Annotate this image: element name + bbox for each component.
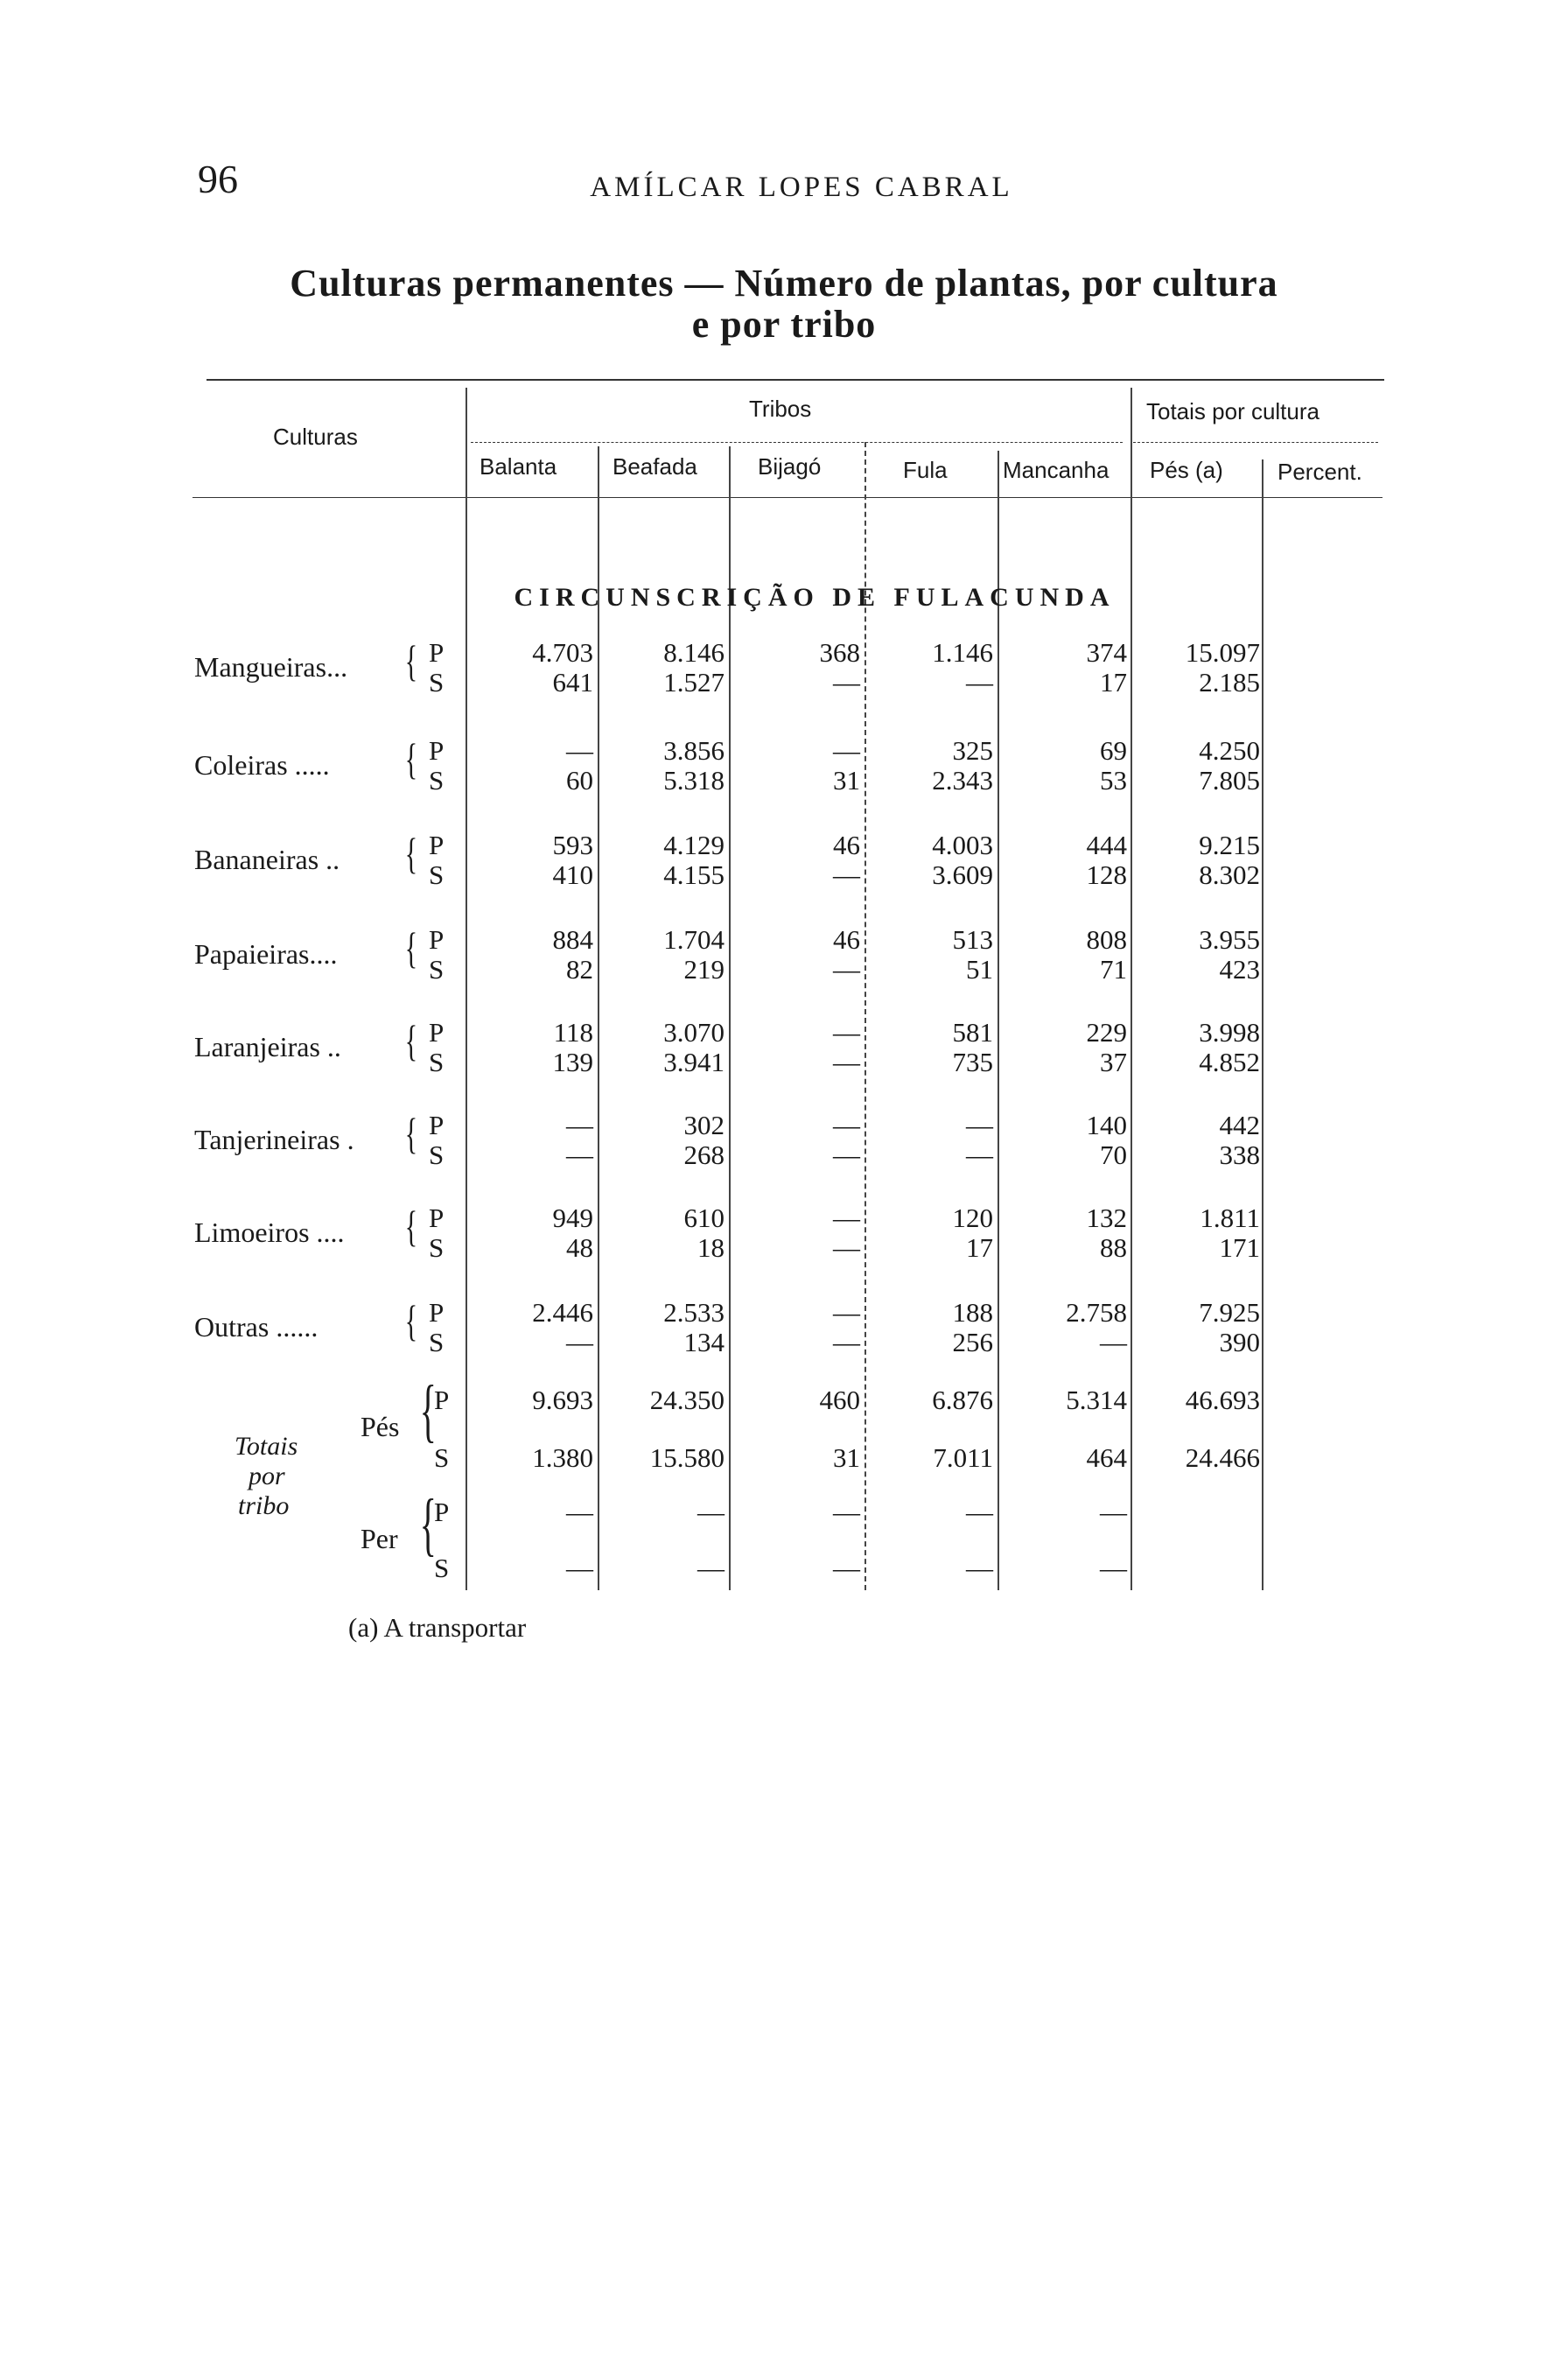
table-cell: 513 [952, 924, 993, 955]
totals-brace: { [419, 1486, 437, 1563]
table-cell: 18 [697, 1232, 724, 1263]
header-col-mancanha: Mancanha [1003, 457, 1110, 483]
table-cell: — [833, 1327, 860, 1357]
p-label: S [429, 667, 444, 698]
table-cell: 188 [952, 1297, 993, 1328]
table-cell: 24.466 [1185, 1442, 1260, 1473]
table-cell: 48 [566, 1232, 593, 1263]
table-cell: — [833, 1017, 860, 1048]
table-cell: 1.146 [932, 637, 993, 668]
table-cell: 31 [833, 1442, 860, 1473]
table-cell: 17 [1100, 667, 1127, 698]
section-heading: CIRCUNSCRIÇÃO DE FULACUNDA [514, 583, 1116, 612]
table-cell: 71 [1100, 954, 1127, 985]
table-cell: 15.097 [1185, 637, 1260, 668]
table-cell: 15.580 [649, 1442, 724, 1473]
table-cell: 4.155 [663, 859, 724, 890]
table-cell: 53 [1100, 765, 1127, 796]
table-cell: 51 [966, 954, 993, 985]
p-label: S [429, 1139, 444, 1170]
table-cell: 2.758 [1066, 1297, 1127, 1328]
table-cell: 423 [1219, 954, 1260, 985]
p-label: P [429, 924, 444, 955]
table-cell: — [833, 1497, 860, 1527]
totais-under-rule [1133, 442, 1378, 443]
rule-after-fula [998, 451, 999, 1590]
page-number: 96 [198, 157, 238, 201]
table-cell: 3.941 [663, 1047, 724, 1077]
table-cell: 46 [833, 924, 860, 955]
table-cell: — [966, 667, 993, 698]
table-cell: 24.350 [649, 1385, 724, 1415]
header-col-pes: Pés (a) [1150, 457, 1223, 483]
table-cell: 8.146 [663, 637, 724, 668]
table-cell: 5.318 [663, 765, 724, 796]
row-label: Bananeiras .. [194, 844, 340, 875]
header-col-beafada: Beafada [612, 453, 697, 480]
table-cell: 88 [1100, 1232, 1127, 1263]
table-cell: 374 [1086, 637, 1127, 668]
table-cell: — [566, 1110, 593, 1140]
totals-label: por [248, 1462, 285, 1490]
p-label: P [429, 1017, 444, 1048]
header-col-percent: Percent. [1278, 459, 1362, 485]
table-cell: 120 [952, 1203, 993, 1233]
table-cell: 390 [1219, 1327, 1260, 1357]
table-cell: 60 [566, 765, 593, 796]
header-bottom-rule [192, 497, 1382, 498]
table-cell: 368 [819, 637, 860, 668]
p-label: S [429, 765, 444, 796]
p-label: S [429, 954, 444, 985]
p-label: S [434, 1442, 450, 1473]
table-cell: — [697, 1497, 724, 1527]
row-brace: { [404, 923, 418, 972]
table-cell: 7.011 [933, 1442, 993, 1473]
running-head: AMÍLCAR LOPES CABRAL [590, 172, 1013, 203]
per-label: Per [360, 1523, 398, 1554]
table-cell: 2.533 [663, 1297, 724, 1328]
table-cell: 70 [1100, 1139, 1127, 1170]
table-cell: 3.856 [663, 735, 724, 766]
table-cell: — [833, 1203, 860, 1233]
table-cell: 338 [1219, 1139, 1260, 1170]
header-col-fula: Fula [903, 457, 948, 483]
table-cell: 229 [1086, 1017, 1127, 1048]
table-cell: 69 [1100, 735, 1127, 766]
table-cell: 132 [1086, 1203, 1127, 1233]
table-cell: 139 [552, 1047, 593, 1077]
table-cell: — [833, 1232, 860, 1263]
table-cell: 256 [952, 1327, 993, 1357]
header-col-balanta: Balanta [480, 453, 557, 480]
header-col-bijago: Bijagó [758, 453, 822, 480]
row-label: Papaieiras.... [194, 938, 338, 970]
rule-after-beafada [729, 446, 731, 1590]
table-cell: 171 [1219, 1232, 1260, 1263]
table-cell: 1.704 [663, 924, 724, 955]
table-cell: 268 [683, 1139, 724, 1170]
row-label: Coleiras ..... [194, 749, 330, 781]
table-cell: — [833, 735, 860, 766]
table-cell: 735 [952, 1047, 993, 1077]
table-title-line-2: e por tribo [691, 303, 877, 346]
table-cell: 1.811 [1200, 1203, 1260, 1233]
tribos-under-rule [471, 442, 1123, 443]
table-cell: 4.852 [1199, 1047, 1260, 1077]
table-cell: 2.446 [532, 1297, 593, 1328]
table-cell: 325 [952, 735, 993, 766]
table-cell: 4.703 [532, 637, 593, 668]
table-cell: — [833, 1047, 860, 1077]
pes-label: Pés [360, 1411, 400, 1442]
table-cell: — [833, 1139, 860, 1170]
p-label: P [429, 1297, 444, 1328]
row-label: Tanjerineiras . [194, 1124, 354, 1155]
header-culturas: Culturas [273, 424, 358, 450]
row-brace: { [404, 734, 418, 783]
rule-after-pes [1262, 459, 1264, 1590]
table-cell: 884 [552, 924, 593, 955]
totals-label: tribo [238, 1491, 290, 1520]
table-cell: 9.215 [1199, 830, 1260, 860]
table-cell: 610 [683, 1203, 724, 1233]
totals-label: Totais [234, 1432, 298, 1461]
table-cell: 8.302 [1199, 859, 1260, 890]
p-label: S [434, 1553, 450, 1583]
row-brace: { [404, 1016, 418, 1065]
table-cell: 1.527 [663, 667, 724, 698]
table-cell: 7.925 [1199, 1297, 1260, 1328]
p-label: P [434, 1497, 450, 1527]
p-label: P [429, 830, 444, 860]
table-cell: — [1100, 1553, 1127, 1583]
table-cell: 442 [1219, 1110, 1260, 1140]
header-top-rule [206, 379, 1384, 381]
table-cell: 9.693 [532, 1385, 593, 1415]
table-cell: — [833, 954, 860, 985]
table-cell: 444 [1086, 830, 1127, 860]
rule-after-balanta [598, 446, 599, 1590]
table-cell: 3.955 [1199, 924, 1260, 955]
header-totais-por-cultura: Totais por cultura [1146, 398, 1320, 424]
table-cell: 581 [952, 1017, 993, 1048]
table-cell: — [966, 1497, 993, 1527]
table-cell: 949 [552, 1203, 593, 1233]
row-label: Outras ...... [194, 1311, 318, 1343]
row-label: Limoeiros .... [194, 1217, 345, 1248]
table-cell: 3.070 [663, 1017, 724, 1048]
table-cell: 7.805 [1199, 765, 1260, 796]
table-cell: 593 [552, 830, 593, 860]
table-cell: — [833, 667, 860, 698]
row-brace: { [404, 636, 418, 685]
p-label: P [429, 637, 444, 668]
row-label: Laranjeiras .. [194, 1031, 341, 1062]
table-cell: 641 [552, 667, 593, 698]
table-cell: — [966, 1110, 993, 1140]
table-cell: 460 [819, 1385, 860, 1415]
p-label: P [429, 735, 444, 766]
table-cell: — [833, 1110, 860, 1140]
totals-brace: { [419, 1372, 437, 1449]
p-label: S [429, 1232, 444, 1263]
p-label: S [429, 1327, 444, 1357]
table-cell: — [697, 1553, 724, 1583]
table-cell: — [566, 1139, 593, 1170]
rule-after-mancanha [1130, 388, 1132, 1590]
table-cell: 5.314 [1066, 1385, 1127, 1415]
table-cell: 37 [1100, 1047, 1127, 1077]
table-cell: 31 [833, 765, 860, 796]
table-cell: 140 [1086, 1110, 1127, 1140]
table-cell: 82 [566, 954, 593, 985]
rule-after-culturas [466, 388, 467, 1590]
row-brace: { [404, 1109, 418, 1158]
table-cell: 118 [553, 1017, 593, 1048]
table-cell: 302 [683, 1110, 724, 1140]
table-cell: 219 [683, 954, 724, 985]
table-cell: — [566, 1497, 593, 1527]
table-cell: 2.185 [1199, 667, 1260, 698]
table-cell: 46 [833, 830, 860, 860]
table-cell: 46.693 [1185, 1385, 1260, 1415]
p-label: P [434, 1385, 450, 1415]
footnote: (a) A transportar [348, 1612, 527, 1643]
table-cell: 808 [1086, 924, 1127, 955]
table-cell: — [1100, 1497, 1127, 1527]
table-cell: — [966, 1553, 993, 1583]
row-brace: { [404, 1202, 418, 1251]
row-brace: { [404, 1296, 418, 1345]
rule-after-bijago [864, 442, 866, 1590]
p-label: P [429, 1110, 444, 1140]
table-title-line-1: Culturas permanentes — Número de plantas, por cultura [290, 262, 1278, 305]
table-cell: — [966, 1139, 993, 1170]
p-label: S [429, 859, 444, 890]
row-label: Mangueiras... [194, 651, 348, 683]
table-cell: 464 [1086, 1442, 1127, 1473]
table-cell: 410 [552, 859, 593, 890]
table-cell: — [833, 1553, 860, 1583]
table-cell: — [566, 735, 593, 766]
table-cell: 4.129 [663, 830, 724, 860]
table-cell: 3.609 [932, 859, 993, 890]
table-cell: — [566, 1553, 593, 1583]
table-cell: 4.003 [932, 830, 993, 860]
table-cell: — [566, 1327, 593, 1357]
table-cell: 6.876 [932, 1385, 993, 1415]
table-cell: 3.998 [1199, 1017, 1260, 1048]
table-cell: — [1100, 1327, 1127, 1357]
table-cell: — [833, 859, 860, 890]
p-label: S [429, 1047, 444, 1077]
table-cell: 128 [1086, 859, 1127, 890]
table-cell: — [833, 1297, 860, 1328]
table-cell: 4.250 [1199, 735, 1260, 766]
header-tribos: Tribos [749, 396, 812, 422]
row-brace: { [404, 829, 418, 878]
table-cell: 17 [966, 1232, 993, 1263]
table-cell: 134 [683, 1327, 724, 1357]
table-cell: 1.380 [532, 1442, 593, 1473]
p-label: P [429, 1203, 444, 1233]
table-cell: 2.343 [932, 765, 993, 796]
